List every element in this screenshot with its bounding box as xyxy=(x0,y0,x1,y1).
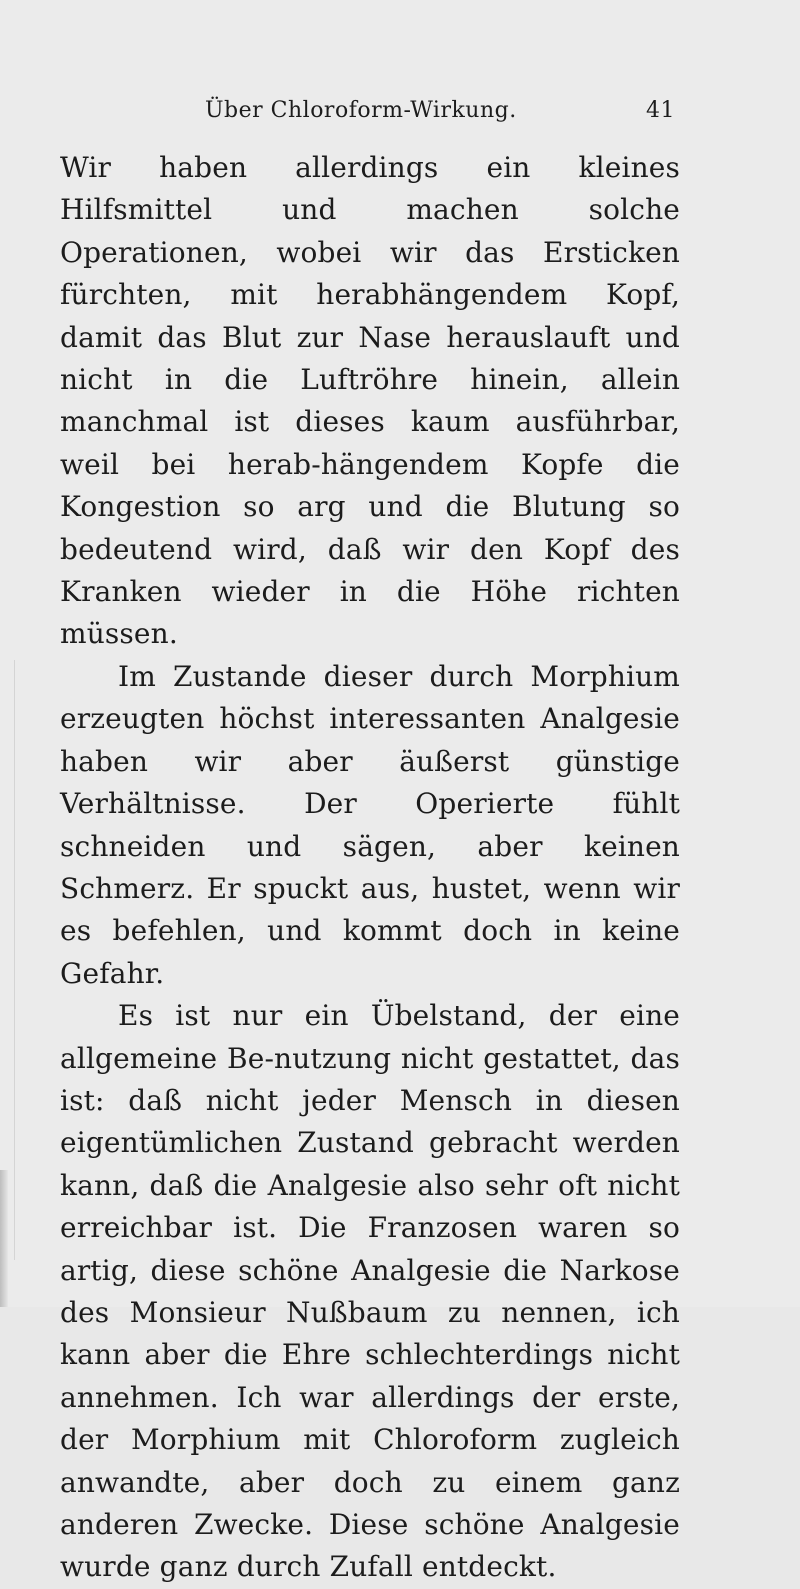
paragraph-1: Wir haben allerdings ein kleines Hilfsmittel und machen solche Operationen, wobei wir das Ersticken fürchten, mit herabhängendem Kopf, damit das Blut zur Nase herauslauft und nicht in die Luftröhre hinein, allein manchmal ist dieses kaum ausführbar, weil bei herab-hängendem Kopfe die Kongestion so arg und die Blutung so bedeutend wird, daß wir den Kopf des Kranken wieder in die Höhe richten müssen. xyxy=(60,151,680,651)
running-header xyxy=(205,98,675,132)
header-title: Über Chloroform-Wirkung. xyxy=(205,98,517,123)
page-number: 41 xyxy=(646,98,675,123)
body-text xyxy=(60,147,680,1589)
paragraph-2: Im Zustande dieser durch Morphium erzeugten höchst interessanten Analgesie haben wir aber äußerst günstige Verhältnisse. Der Operierte fühlt schneiden und sägen, aber keinen Schmerz. Er spuckt aus, hustet, wenn wir es befehlen, und kommt doch in keine Gefahr. xyxy=(60,659,680,990)
page-edge-shadow xyxy=(0,1170,8,1307)
margin-line xyxy=(14,660,15,1260)
paragraph-3: Es ist nur ein Übelstand, der eine allgemeine Be-nutzung nicht gestattet, das ist: daß nicht jeder Mensch in diesen eigentümlichen Zustand gebracht werden kann, daß die Analgesie also sehr oft nicht erreichbar ist. Die Franzosen waren so artig, diese schöne Analgesie die Narkose des Monsieur Nußbaum zu nennen, ich kann aber die Ehre schlechterdings nicht annehmen. Ich war allerdings der erste, der Morphium mit Chloroform zugleich anwandte, aber doch zu einem ganz anderen Zwecke. Diese schöne Analgesie wurde ganz durch Zufall entdeckt. xyxy=(60,999,680,1584)
